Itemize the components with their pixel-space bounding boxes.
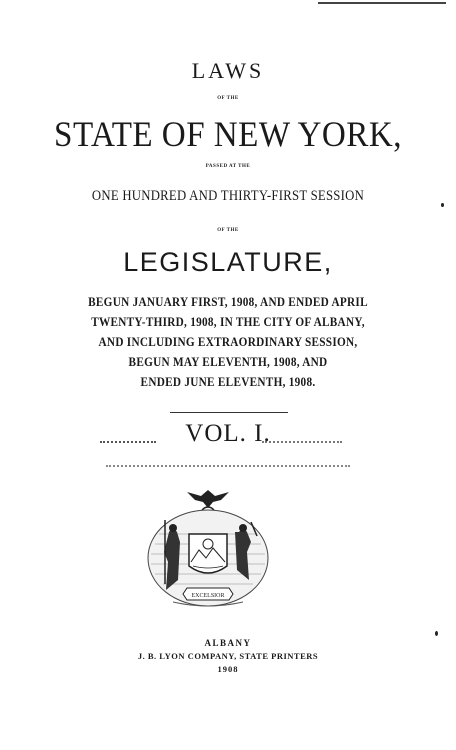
seal-banner-text: EXCELSIOR [191, 593, 225, 599]
session-dates-line: TWENTY-THIRD, 1908, IN THE CITY OF ALBANY, [91, 315, 365, 329]
of-the-label-2: OF THE [217, 228, 239, 233]
state-title: STATE OF NEW YORK, [54, 114, 402, 154]
passed-at-label: PASSED AT THE [205, 164, 251, 169]
session-dates-line: BEGUN JANUARY FIRST, 1908, AND ENDED APRIL [88, 295, 368, 309]
session-dates-line: AND INCLUDING EXTRAORDINARY SESSION, [98, 335, 358, 349]
dotted-mark-lower [106, 463, 350, 467]
state-seal-icon [143, 484, 273, 614]
session-dates-line: BEGUN MAY ELEVENTH, 1908, AND [128, 355, 328, 369]
legislature-heading: LEGISLATURE, [123, 247, 333, 277]
session-dates-line: ENDED JUNE ELEVENTH, 1908. [140, 375, 316, 389]
page-edge-line [318, 2, 446, 4]
imprint-year: 1908 [217, 664, 239, 674]
volume-label: VOL. I. [185, 420, 271, 447]
laws-heading: LAWS [191, 58, 265, 83]
imprint-printer: J. B. LYON COMPANY, STATE PRINTERS [137, 651, 319, 661]
session-title: ONE HUNDRED AND THIRTY-FIRST SESSION [91, 188, 365, 204]
imprint-city: ALBANY [204, 638, 252, 648]
session-dates-block [23, 292, 433, 392]
of-the-label-1: OF THE [217, 96, 239, 101]
divider-rule [170, 412, 288, 413]
